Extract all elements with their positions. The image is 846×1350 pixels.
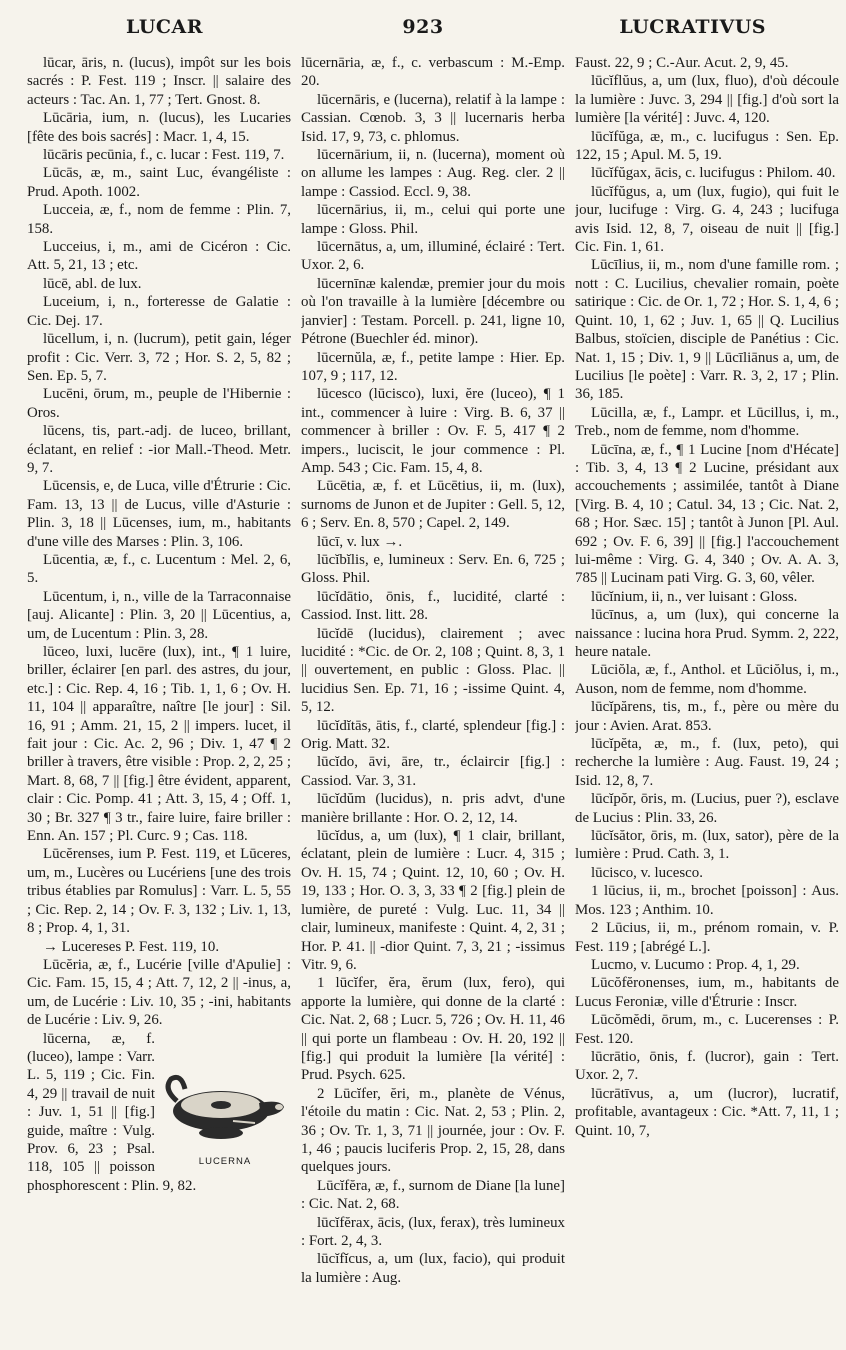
dictionary-entry: lūcĭnium, ii, n., ver luisant : Gloss. — [591, 588, 798, 605]
dictionary-entry: Lūcĕrenses, ium P. Fest. 119, et Lūceres, um, m., Lucères ou Lucériens [une des trois tribus établies par Romulus] : Varr. L. 5, 55 ; Cic. Rep. 2, 14 ; Ov. F. 3, 132 ; Liv. 1, 13, 8 ; Prop. 4, 1, 31. — [27, 846, 291, 937]
dictionary-entry: Lūciŏla, æ, f., Anthol. et Lūciŏlus, i, m., Auson, nom de femme, nom d'homme. — [575, 662, 839, 697]
dictionary-entry: lūcernātus, a, um, illuminé, éclairé : Tert. Uxor. 2, 6. — [301, 239, 565, 274]
dictionary-entry: lūcĭpărens, tis, m., f., père ou mère du jour : Avien. Arat. 853. — [575, 699, 839, 734]
running-header — [0, 10, 846, 46]
dictionary-entry: lūcĭpŏr, ōris, m. (Lucius, puer ?), esclave de Lucius : Plin. 33, 26. — [575, 791, 839, 826]
dictionary-entry: lūcisco, v. lucesco. — [591, 864, 703, 881]
dictionary-entry: lūcesco (lūcisco), luxi, ĕre (luceo), ¶ 1 int., commencer à luire : Virg. B. 6, 37 || commencer à briller : Ov. F. 5, 417 ¶ 2 impers., luciscit, le jour commence : Pl. Amp. 543 ; Cic. Fam. 15, 4, 8. — [301, 386, 565, 476]
dictionary-entry: lūcĭdŭm (lucidus), n. pris advt, d'une manière brillante : Hor. O. 2, 12, 14. — [301, 791, 565, 826]
dictionary-entry: lūcernāris, e (lucerna), relatif à la lampe : Cassian. Cœnob. 3, 3 || lucernaris herba Isid. 17, 9, 73, c. phlomus. — [301, 91, 565, 145]
dictionary-entry: Lūcŏmĕdi, ōrum, m., c. Lucerenses : P. Fest. 120. — [575, 1012, 839, 1047]
dictionary-entry: Lūcāria, ium, n. (lucus), les Lucaries [fête des bois sacrés] : Macr. 1, 4, 15. — [27, 110, 291, 145]
dictionary-entry: Lūcĕria, æ, f., Lucérie [ville d'Apulie] : Cic. Fam. 15, 15, 4 ; Att. 7, 12, 2 || -inus, a, um, de Lucérie : Liv. 10, 35 ; -ini, habitants de Lucérie : Liv. 9, 26. — [27, 956, 291, 1029]
dictionary-entry: lūcernīnæ kalendæ, premier jour du mois où l'on travaille à la lumière [décembre ou janvier] : Testam. Porcell. p. 241, ligne 10, Pétrone (Buechler éd. minor). — [301, 275, 565, 348]
dictionary-entry: Lūcĭfĕra, æ, f., surnom de Diane [la lune] : Cic. Nat. 2, 68. — [301, 1177, 565, 1213]
dictionary-entry: lūcĭsător, ōris, m. (lux, sator), père de la lumière : Prud. Cath. 3, 1. — [575, 828, 839, 863]
dictionary-entry: lūcrātīvus, a, um (lucror), lucratif, profitable, avantageux : Cic. *Att. 7, 11, 1 ; Quint. 10, 7, — [575, 1085, 839, 1139]
dictionary-entry: Lūcētia, æ, f. et Lūcētius, ii, m. (lux), surnoms de Junon et de Jupiter : Gell. 5, 12, 6 ; Serv. En. 8, 570 ; Capel. 2, 149. — [301, 478, 565, 532]
dictionary-entry: Lūcentia, æ, f., c. Lucentum : Mel. 2, 6, 5. — [27, 551, 291, 587]
dictionary-entry: Lucceius, i, m., ami de Cicéron : Cic. Att. 5, 21, 13 ; etc. — [27, 239, 291, 274]
lucerna-illustration — [159, 1036, 291, 1172]
dictionary-entry: lūcernāria, æ, f., c. verbascum : M.-Emp. 20. — [301, 55, 565, 90]
dictionary-entry: → Lucereses P. Fest. 119, 10. — [43, 938, 220, 955]
dictionary-entry: lūcernŭla, æ, f., petite lampe : Hier. Ep. 107, 9 ; 117, 12. — [301, 349, 565, 384]
dictionary-entry: lūcē, abl. de lux. — [43, 275, 142, 292]
dictionary-entry: Lucceia, æ, f., nom de femme : Plin. 7, 158. — [27, 202, 291, 237]
dictionary-entry: lūcĭfŭgax, ācis, c. lucifugus : Philom. 40. — [591, 165, 836, 182]
dictionary-entry: lūcĭfŭga, æ, m., c. lucifugus : Sen. Ep. 122, 15 ; Apul. M. 5, 19. — [575, 128, 839, 164]
dictionary-entry: Faust. 22, 9 ; C.-Aur. Acut. 2, 9, 45. — [575, 55, 789, 71]
dictionary-entry: lūcĭflŭus, a, um (lux, fluo), d'où découle la lumière : Juvc. 3, 294 || [fig.] d'où sort la lumière [la vérité] : Juvc. 4, 120. — [575, 73, 839, 127]
page-number: 923 — [402, 16, 444, 38]
column-middle — [301, 54, 565, 1344]
dictionary-entry: Lūcīna, æ, f., ¶ 1 Lucine [nom d'Hécate] : Tib. 3, 4, 13 ¶ 2 Lucine, présidant aux accouchements ; assimilée, tantôt à Diane [Virg. B. 4, 10 ; Catul. 34, 13 ; Cic. Nat. 2, 68 ; Hor. Sæc. 15] ; tantôt à Junon [Pl. Aul. 692 ; Ov. F. 6, 39] || [fig.] l'accouchement lui-même : Virg. G. 4, 340 ; Ov. A. A. 3, 785 || Lucinam pati Virg. G. 3, 60, vêler. — [575, 441, 839, 587]
dictionary-entry: Lūcŏfĕronenses, ium, m., habitants de Lucus Feroniæ, ville d'Étrurie : Inscr. — [575, 975, 839, 1010]
dictionary-entry: lūcernārius, ii, m., celui qui porte une lampe : Gloss. Phil. — [301, 202, 565, 237]
dictionary-entry: 2 Lūcius, ii, m., prénom romain, v. P. Fest. 119 ; [abrégé L.]. — [575, 920, 839, 955]
dictionary-entry: lūcerna, æ, f. (luceo), lampe : Varr. L. 5, 119 ; Cic. Fin. 4, 29 || travail de nuit : Juv. 1, 51 || [fig.] guide, maître : Vulg. Prov. 6, 23 ; Psal. 118, 105 || poisson phosphorescent : Plin. 9, 82. — [27, 1030, 197, 1194]
dictionary-entry: lūcĭfĭcus, a, um (lux, facio), qui produit la lumière : Aug. — [301, 1251, 565, 1286]
dictionary-entry: lūcrātio, ōnis, f. (lucror), gain : Tert. Uxor. 2, 7. — [575, 1048, 839, 1084]
dictionary-entry: 2 Lūcĭfer, ĕri, m., planète de Vénus, l'étoile du matin : Cic. Nat. 2, 53 ; Plin. 2, 36 ; Ov. Tr. 1, 3, 71 || journée, jour : Ov. F. 1, 46 ; paucis luciferis Prop. 2, 15, 28, dans quelques jours. — [301, 1085, 565, 1176]
dictionary-entry: Lūcilla, æ, f., Lampr. et Lūcillus, i, m., Treb., nom de femme, nom d'homme. — [575, 404, 839, 440]
dictionary-entry: lūcāris pecūnia, f., c. lucar : Fest. 119, 7. — [43, 147, 285, 164]
dictionary-entry: lūcĭdātio, ōnis, f., lucidité, clarté : Cassiod. Inst. litt. 28. — [301, 588, 565, 624]
text-columns — [27, 54, 839, 1344]
dictionary-entry: 1 lūcĭfer, ĕra, ĕrum (lux, fero), qui apporte la lumière, qui donne de la clarté : Cic. Nat. 2, 68 ; Lucr. 5, 726 ; Ov. H. 11, 46 || qui porte un flambeau : Ov. H. 20, 192 || [fig.] qui produit la lumière [la vérité] : Prud. Psych. 625. — [301, 975, 565, 1084]
dictionary-entry: lūcĭfĕrax, ācis, (lux, ferax), très lumineux : Fort. 2, 4, 3. — [301, 1214, 565, 1249]
dictionary-entry: lūcĭdĭtās, ātis, f., clarté, splendeur [fig.] : Orig. Matt. 32. — [301, 717, 565, 753]
dictionary-entry: lūcĭpĕta, æ, m., f. (lux, peto), qui recherche la lumière : Aug. Faust. 19, 24 ; Isid. 12, 8, 7. — [575, 736, 839, 789]
dictionary-entry: lūcĭbĭlis, e, lumineux : Serv. En. 6, 725 ; Gloss. Phil. — [301, 551, 565, 587]
dictionary-entry: Lūcīlius, ii, m., nom d'une famille rom. ; nott : C. Lucilius, chevalier romain, poète satirique : Cic. de Or. 1, 72 ; Hor. S. 1, 4, 6 ; Quint. 10, 1, 62 ; Juv. 1, 65 || Q. Lucilius Balbus, stoïcien, disciple de Panétius : Cic. Nat. 1, 15 ; Div. 1, 9 || Lūcīliānus a, um, de Lucilius [le poète] : Varr. R. 3, 2, 17 ; Plin. 36, 185. — [575, 257, 839, 403]
dictionary-entry: Lucēni, ōrum, m., peuple de l'Hibernie : Oros. — [27, 386, 291, 421]
dictionary-entry: lūceo, luxi, lucēre (lux), int., ¶ 1 luire, briller, éclairer [en parl. des astres, du jour, etc.] : Cic. Rep. 4, 16 ; Tib. 1, 1, 6 ; Ov. H. 11, 104 || apparaître, naître [le jour] : Sil. 16, 91 ; Amm. 21, 15, 2 || impers. lucet, il fait jour : Cic. Ac. 2, 96 ; Div. 1, 47 ¶ 2 briller à travers, être visible : Prop. 2, 2, 25 ; Mart. 8, 68, 7 || [fig.] être évident, apparent, clair : Cic. Pomp. 41 ; Att. 3, 15, 4 ; Off. 1, 30 ; Br. 327 ¶ 3 tr., faire luire, faire briller : Enn. An. 157 ; Pl. Curc. 9 ; Cas. 118. — [27, 644, 291, 845]
dictionary-entry: lūcar, āris, n. (lucus), impôt sur les bois sacrés : P. Fest. 119 ; Inscr. || salaire des acteurs : Tac. An. 1, 77 ; Tert. Gnost. 8. — [27, 55, 291, 108]
column-left — [27, 54, 291, 1344]
header-last-headword: LUCRATIVUS — [619, 16, 766, 38]
dictionary-entry: lūcellum, i, n. (lucrum), petit gain, léger profit : Cic. Verr. 3, 72 ; Hor. S. 2, 5, 82 ; Sen. Ep. 5, 7. — [27, 331, 291, 384]
dictionary-entry: Lūcentum, i, n., ville de la Tarraconnaise [auj. Alicante] : Plin. 3, 20 || Lūcentius, a, um, de Lucentum : Plin. 3, 28. — [27, 588, 291, 642]
oil-lamp-icon — [163, 1059, 287, 1149]
dictionary-entry: Lūcās, æ, m., saint Luc, évangéliste : Prud. Apoth. 1002. — [27, 165, 291, 200]
dictionary-entry: lūcī, v. lux →. — [317, 533, 403, 550]
dictionary-entry: Lucmo, v. Lucumo : Prop. 4, 1, 29. — [591, 956, 800, 973]
dictionary-entry: Lūcensis, e, de Luca, ville d'Étrurie : Cic. Fam. 13, 13 || de Lucus, ville d'Asturie : Plin. 3, 18 || Lūcenses, ium, m., habitants d'une ville des Marses : Plin. 3, 106. — [27, 478, 291, 550]
dictionary-entry: lūcĭdē (lucidus), clairement ; avec lucidité : *Cic. de Or. 2, 108 ; Quint. 8, 3, 1 || ouvertement, en public : Gloss. Plac. || lucidius Sen. Ep. 71, 16 ; -issime Quint. 4, 5, 12. — [301, 625, 565, 716]
dictionary-entry: Luceium, i, n., forteresse de Galatie : Cic. Dej. 17. — [27, 294, 291, 329]
dictionary-entry: 1 lūcius, ii, m., brochet [poisson] : Aus. Mos. 123 ; Anthim. 10. — [575, 883, 839, 918]
dictionary-entry: lūcĭdo, āvi, āre, tr., éclaircir [fig.] : Cassiod. Var. 3, 31. — [301, 754, 565, 789]
dictionary-entry: lūcĭdus, a, um (lux), ¶ 1 clair, brillant, éclatant, plein de lumière : Lucr. 4, 315 ; Ov. H. 15, 74 ; Quint. 12, 10, 60 ; Ov. H. 19, 133 ; Hor. O. 3, 3, 33 ¶ 2 [fig.] plein de lumière, de pureté : Vulg. Luc. 11, 34 || clair, lumineux, manifeste : Quint. 4, 2, 31 ; Hor. P. 41. || -dior Quint. 7, 3, 21 ; -issimus Vitr. 9, 6. — [301, 828, 565, 973]
column-right — [575, 54, 839, 1344]
dictionary-entry: lūcens, tis, part.-adj. de luceo, brillant, éclatant, en relief : -ior Mall.-Theod. Metr. 9, 7. — [27, 423, 291, 476]
dictionary-entry: lūcīnus, a, um (lux), qui concerne la naissance : lucina hora Prud. Symm. 2, 222, heure natale. — [575, 607, 839, 660]
header-first-headword: LUCAR — [126, 16, 204, 38]
dictionary-entry: lūcĭfŭgus, a, um (lux, fugio), qui fuit le jour, lucifuge : Virg. G. 4, 243 ; lucifuga avis Isid. 12, 8, 7, oiseau de nuit || [fig.] Cic. Fin. 1, 61. — [575, 183, 839, 256]
illustration-caption: LUCERNA — [198, 1156, 252, 1168]
dictionary-entry: lūcernārium, ii, n. (lucerna), moment où on allume les lampes : Aug. Reg. cler. 2 || lampe : Cassiod. Eccl. 9, 38. — [301, 147, 565, 200]
